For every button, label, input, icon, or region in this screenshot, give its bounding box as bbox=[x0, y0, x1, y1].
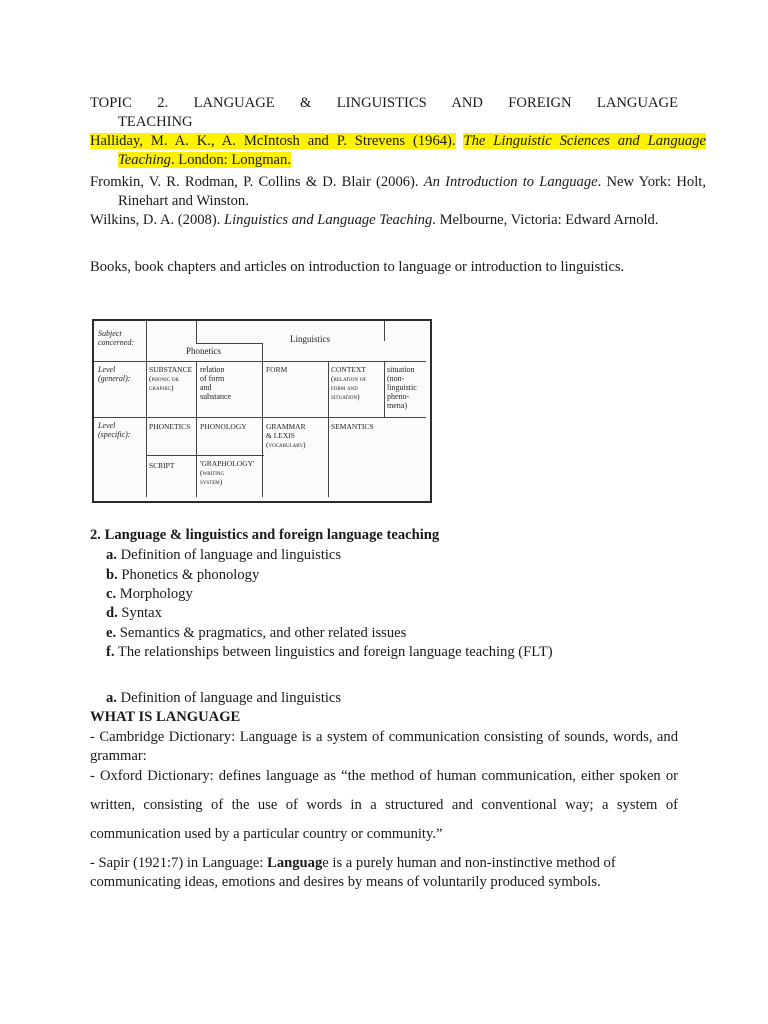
list-item bbox=[106, 566, 259, 585]
reference-publisher: . New York: Holt, Rinehart and Winston. bbox=[118, 174, 706, 209]
table-cell-context: CONTEXT (relation of form and situation) bbox=[331, 365, 367, 401]
oxford-definition: - Oxford Dictionary: defines language as “the method of human communication, either spoken or written, consisting of the use of words in a structured and conventional way; a system of communication used by a particular country or community.” bbox=[90, 768, 678, 842]
topic-title-line2: TEACHING bbox=[118, 114, 193, 130]
list-item-text: Semantics & pragmatics, and other related issues bbox=[116, 625, 407, 641]
list-item-letter: f. bbox=[106, 644, 115, 660]
subsection-title bbox=[106, 689, 341, 708]
table-cell-relation: relation of form and substance bbox=[200, 365, 232, 401]
list-item bbox=[106, 604, 162, 623]
sapir-intro: - Sapir (1921:7) in Language: bbox=[90, 855, 268, 871]
table-row-specific: Level (specific): bbox=[98, 421, 131, 439]
table-header-subject: Subject concerned: bbox=[98, 329, 134, 347]
table-row-general: Level (general): bbox=[98, 365, 131, 383]
table-cell-phonology: PHONOLOGY bbox=[200, 422, 247, 431]
table-cell-situation: situation (non- linguistic pheno- mena) bbox=[387, 365, 417, 410]
reference-authors: Wilkins, D. A. (2008). bbox=[90, 212, 221, 228]
list-item-letter: a. bbox=[106, 547, 117, 563]
table-cell-graphology: 'GRAPHOLOGY' (writing system) bbox=[200, 459, 255, 486]
reference-fromkin bbox=[90, 173, 706, 211]
reference-publisher: . London: Longman. bbox=[170, 152, 291, 168]
table-cell-substance: SUBSTANCE (phonic or graphic) bbox=[149, 365, 193, 392]
list-item bbox=[106, 546, 341, 565]
list-item-letter: c. bbox=[106, 586, 117, 602]
reference-title: The Linguistic Sciences and Language Teaching bbox=[118, 133, 706, 168]
list-item-letter: e. bbox=[106, 625, 117, 641]
reference-halliday bbox=[90, 132, 706, 170]
sapir-term: Languag bbox=[267, 855, 323, 871]
linguistics-table-figure bbox=[92, 319, 432, 503]
list-item-text: Definition of language and linguistics bbox=[116, 547, 342, 563]
list-item-text: The relationships between linguistics and foreign language teaching (FLT) bbox=[114, 644, 553, 660]
reference-wilkins bbox=[90, 211, 706, 230]
section-heading: 2. Language & linguistics and foreign language teaching bbox=[90, 527, 440, 543]
list-item bbox=[106, 585, 193, 604]
list-item bbox=[106, 624, 406, 643]
table-header-linguistics: Linguistics bbox=[290, 334, 330, 344]
reference-title: Linguistics and Language Teaching bbox=[224, 212, 433, 228]
list-item bbox=[106, 643, 553, 662]
reference-publisher: . Melbourne, Victoria: Edward Arnold. bbox=[432, 212, 659, 228]
what-is-language-heading: WHAT IS LANGUAGE bbox=[90, 709, 241, 725]
list-item-text: Syntax bbox=[117, 605, 162, 621]
list-item-text: Morphology bbox=[116, 586, 193, 602]
table-cell-grammar: GRAMMAR & LEXIS (vocabulary) bbox=[266, 422, 306, 449]
cambridge-definition: - Cambridge Dictionary: Language is a system of communication consisting of sounds, words, and grammar: bbox=[90, 729, 678, 764]
table-cell-phonetics: PHONETICS bbox=[149, 422, 191, 431]
topic-title-line1: TOPIC 2. LANGUAGE & LINGUISTICS AND FOREIGN LANGUAGE bbox=[90, 95, 678, 111]
sapir-definition bbox=[90, 854, 678, 892]
table-cell-script: SCRIPT bbox=[149, 461, 175, 470]
subsection-text: Definition of language and linguistics bbox=[116, 690, 342, 706]
table-cell-form: FORM bbox=[266, 365, 288, 374]
reference-authors: Halliday, M. A. K., A. McIntosh and P. Strevens (1964). bbox=[90, 133, 456, 149]
subsection-letter: a. bbox=[106, 690, 117, 706]
reference-title: An Introduction to Language bbox=[423, 174, 598, 190]
reference-authors: Fromkin, V. R. Rodman, P. Collins & D. Blair (2006). bbox=[90, 174, 419, 190]
list-item-text: Phonetics & phonology bbox=[117, 567, 260, 583]
list-item-letter: d. bbox=[106, 605, 118, 621]
sapir-body: e is a purely human and non-instinctive method of communicating ideas, emotions and desires by means of voluntarily produced symbols. bbox=[90, 855, 616, 890]
list-item-letter: b. bbox=[106, 567, 118, 583]
books-note: Books, book chapters and articles on introduction to language or introduction to linguistics. bbox=[90, 259, 625, 275]
table-header-phonetics: Phonetics bbox=[186, 346, 221, 356]
table-cell-semantics: SEMANTICS bbox=[331, 422, 374, 431]
